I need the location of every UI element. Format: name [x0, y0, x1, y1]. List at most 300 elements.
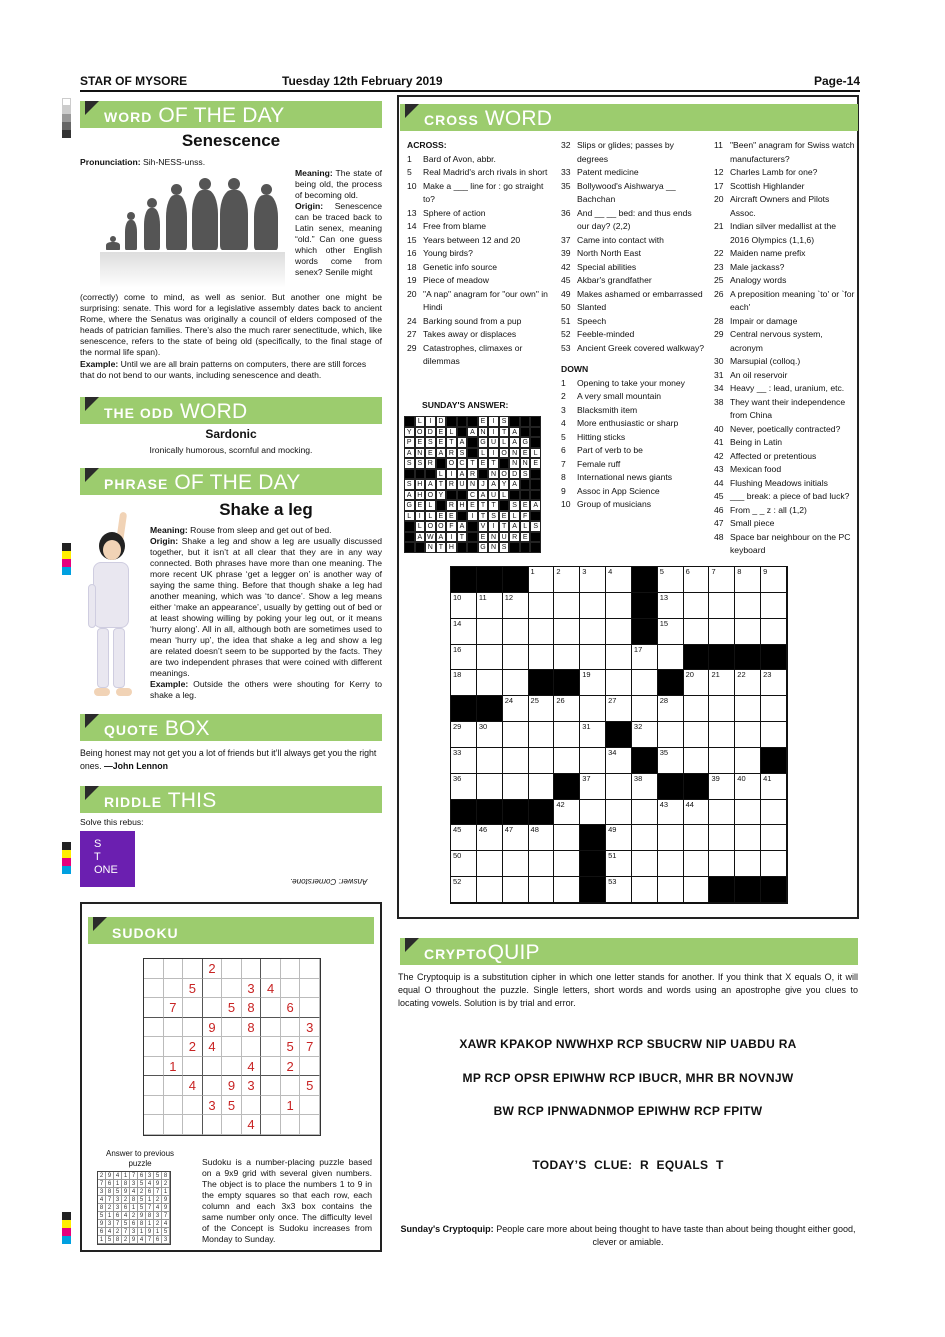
crossword-cell[interactable] [554, 851, 580, 877]
crossword-cell[interactable] [658, 851, 684, 877]
crossword-cell[interactable] [761, 825, 787, 851]
crossword-cell[interactable] [684, 825, 710, 851]
sudoku-cell[interactable]: 7 [300, 1037, 320, 1057]
sudoku-grid[interactable] [143, 958, 321, 1136]
odd-word: Sardonic [205, 427, 257, 441]
sunday-answer-cell: T [467, 458, 478, 469]
crossword-cell[interactable] [658, 722, 684, 748]
crossword-cell[interactable] [709, 748, 735, 774]
crossword-cell[interactable] [503, 748, 529, 774]
sunday-answer-cell: P [404, 437, 415, 448]
crossword-cell[interactable] [606, 696, 632, 722]
crossword-cell[interactable] [529, 567, 555, 593]
crossword-cell[interactable] [606, 774, 632, 800]
crossword-cell[interactable] [735, 800, 761, 826]
crossword-cell[interactable] [477, 593, 503, 619]
crossword-cell[interactable] [658, 696, 684, 722]
sudoku-cell[interactable] [261, 1096, 281, 1116]
sudoku-cell[interactable] [261, 1115, 281, 1135]
sudoku-cell[interactable] [261, 1076, 281, 1096]
sudoku-cell[interactable] [144, 1018, 164, 1038]
crossword-cell[interactable] [684, 851, 710, 877]
odd-word-definition: Ironically humorous, scornful and mocking. [149, 445, 313, 455]
sudoku-cell[interactable] [164, 1037, 184, 1057]
crossword-cell[interactable] [529, 877, 555, 903]
sudoku-answer-cell: 7 [154, 1188, 162, 1196]
sudoku-cell[interactable]: 9 [222, 1076, 242, 1096]
crossword-cell[interactable] [606, 877, 632, 903]
crossword-cell[interactable] [554, 645, 580, 671]
clue-text: Slips or glides; passes by degrees [577, 140, 674, 164]
sudoku-cell[interactable] [300, 979, 320, 999]
clue-number: 7 [561, 458, 566, 469]
sudoku-cell[interactable] [183, 1096, 203, 1116]
cell-number: 43 [659, 799, 669, 809]
sudoku-cell[interactable]: 4 [183, 1076, 203, 1096]
crossword-cell[interactable] [606, 593, 632, 619]
sunday-answer-cell: S [499, 416, 510, 427]
sudoku-cell[interactable] [203, 1057, 223, 1077]
crossword-cell[interactable] [503, 696, 529, 722]
crossword-cell[interactable] [554, 825, 580, 851]
sudoku-cell[interactable] [144, 998, 164, 1018]
clue-item [714, 369, 856, 383]
crossword-cell[interactable] [606, 670, 632, 696]
sunday-answer-cell: F [446, 521, 457, 532]
crossword-cell[interactable] [580, 619, 606, 645]
sudoku-cell[interactable] [281, 1076, 301, 1096]
sudoku-cell[interactable]: 2 [183, 1037, 203, 1057]
sudoku-cell[interactable]: 3 [242, 1076, 262, 1096]
crossword-cell[interactable] [658, 825, 684, 851]
crossword-cell[interactable] [658, 619, 684, 645]
sudoku-cell[interactable] [203, 998, 223, 1018]
clue-item [714, 288, 856, 315]
crossword-cell[interactable] [529, 748, 555, 774]
crossword-cell[interactable] [503, 593, 529, 619]
sudoku-cell[interactable]: 7 [164, 998, 184, 1018]
sudoku-cell[interactable] [164, 1076, 184, 1096]
crossword-cell[interactable] [554, 877, 580, 903]
sudoku-cell[interactable]: 5 [222, 998, 242, 1018]
clue-text: North North East [577, 248, 641, 258]
crossword-cell[interactable] [761, 722, 787, 748]
sudoku-answer-label: Answer to previous puzzle [105, 1149, 175, 1168]
crossword-cell[interactable] [503, 877, 529, 903]
crossword-cell[interactable] [709, 619, 735, 645]
sudoku-cell[interactable]: 8 [242, 1018, 262, 1038]
crossword-cell[interactable] [451, 670, 477, 696]
crossword-cell[interactable] [529, 825, 555, 851]
crossword-cell[interactable] [503, 670, 529, 696]
sudoku-cell[interactable]: 3 [242, 979, 262, 999]
crossword-cell[interactable] [606, 619, 632, 645]
crossword-cell[interactable] [658, 748, 684, 774]
color-strip [62, 98, 71, 138]
sudoku-cell[interactable] [300, 1096, 320, 1116]
sudoku-cell[interactable]: 5 [222, 1096, 242, 1116]
sudoku-cell[interactable] [183, 959, 203, 979]
crossword-cell[interactable] [554, 800, 580, 826]
sudoku-answer-cell: 3 [154, 1212, 162, 1220]
sunday-answer-cell: I [415, 511, 426, 522]
crossword-cell[interactable] [477, 722, 503, 748]
crossword-cell[interactable] [580, 696, 606, 722]
crossword-cell[interactable] [606, 748, 632, 774]
clue-text: Male jackass? [730, 261, 785, 272]
sudoku-title-bar [88, 917, 374, 944]
crossword-cell[interactable] [503, 619, 529, 645]
crossword-cell[interactable] [761, 696, 787, 722]
sudoku-cell[interactable] [242, 1037, 262, 1057]
sunday-cryptoquip: Sunday's Cryptoquip: People care more about being thought to have taste than about being thought either good, clever or amiable. [400, 1224, 856, 1247]
crossword-cell[interactable] [632, 696, 658, 722]
cell-number: 22 [737, 670, 746, 680]
sunday-answer-cell: H [415, 479, 426, 490]
crossword-cell[interactable] [735, 593, 761, 619]
clue-number: 27 [407, 329, 417, 339]
crossword-cell[interactable] [735, 696, 761, 722]
crossword-cell[interactable] [529, 774, 555, 800]
clue-text: Indian silver medallist at the 2016 Olympics (1,1,6) [730, 221, 837, 245]
crossword-cell[interactable] [684, 696, 710, 722]
crossword-cell[interactable] [684, 877, 710, 903]
sudoku-cell[interactable] [261, 1037, 281, 1057]
sudoku-answer-cell: 8 [114, 1236, 122, 1244]
sudoku-cell[interactable] [144, 1057, 164, 1077]
crossword-cell[interactable] [761, 593, 787, 619]
sudoku-cell[interactable]: 5 [300, 1076, 320, 1096]
sudoku-cell[interactable] [242, 959, 262, 979]
crossword-cell[interactable] [709, 851, 735, 877]
crossword-cell[interactable] [761, 851, 787, 877]
clue-item [407, 207, 555, 221]
sudoku-answer-cell: 2 [162, 1180, 170, 1188]
clue-text: Years between 12 and 20 [423, 234, 521, 245]
clue-text: Genetic info source [423, 261, 498, 272]
crossword-cell[interactable] [606, 567, 632, 593]
page-number: Page-14 [813, 74, 860, 88]
crossword-cell[interactable] [580, 774, 606, 800]
crossword-cell[interactable] [761, 567, 787, 593]
crossword-cell[interactable] [580, 593, 606, 619]
sudoku-cell[interactable]: 5 [183, 979, 203, 999]
crossword-cell[interactable] [709, 696, 735, 722]
sudoku-cell[interactable] [222, 979, 242, 999]
crossword-cell[interactable] [684, 619, 710, 645]
crossword-cell[interactable] [529, 696, 555, 722]
crossword-cell[interactable] [709, 774, 735, 800]
sudoku-answer-cell: 6 [138, 1172, 146, 1180]
sudoku-cell[interactable] [300, 959, 320, 979]
crossword-cell[interactable] [580, 645, 606, 671]
crossword-cell[interactable] [503, 774, 529, 800]
sudoku-cell[interactable] [144, 979, 164, 999]
crossword-cell[interactable] [735, 748, 761, 774]
clue-number: 16 [407, 248, 417, 258]
sudoku-answer-cell: 4 [162, 1220, 170, 1228]
sudoku-answer-cell: 3 [130, 1180, 138, 1188]
sudoku-cell[interactable]: 1 [164, 1057, 184, 1077]
sunday-answer-cell: A [509, 437, 520, 448]
crossword-cell[interactable] [477, 825, 503, 851]
crossword-cell[interactable] [735, 774, 761, 800]
crossword-cell[interactable] [658, 645, 684, 671]
sudoku-cell[interactable]: 5 [281, 1037, 301, 1057]
sunday-answer-cell: W [427, 533, 434, 541]
sudoku-cell[interactable] [222, 1057, 242, 1077]
crossword-cell[interactable] [477, 877, 503, 903]
crossword-cell[interactable] [709, 800, 735, 826]
sudoku-cell[interactable]: 6 [281, 998, 301, 1018]
crossword-cell[interactable] [684, 800, 710, 826]
sudoku-answer-cell: 2 [138, 1188, 146, 1196]
sudoku-cell[interactable]: 2 [281, 1057, 301, 1077]
crossword-cell[interactable] [477, 851, 503, 877]
crossword-cell[interactable] [451, 774, 477, 800]
cell-number: 18 [453, 670, 462, 680]
crossword-cell[interactable] [632, 877, 658, 903]
crossword-cell[interactable] [580, 748, 606, 774]
sudoku-cell[interactable] [281, 959, 301, 979]
sudoku-cell[interactable] [144, 1037, 164, 1057]
rebus-box [80, 831, 135, 887]
clue-item [714, 396, 856, 423]
sudoku-cell[interactable] [183, 1018, 203, 1038]
sudoku-cell[interactable] [281, 1115, 301, 1135]
sunday-answer-cell: S [425, 437, 436, 448]
crossword-cell[interactable] [684, 670, 710, 696]
crossword-cell[interactable] [735, 825, 761, 851]
sunday-answer-cell: O [425, 521, 436, 532]
sudoku-cell[interactable]: 4 [261, 979, 281, 999]
crossword-cell[interactable] [684, 722, 710, 748]
crossword-cell[interactable] [606, 825, 632, 851]
crossword-cell[interactable] [761, 670, 787, 696]
sunday-answer-cell: E [520, 532, 531, 543]
sunday-answer-cell: L [436, 469, 447, 480]
sudoku-cell[interactable]: 8 [242, 998, 262, 1018]
sudoku-cell[interactable] [300, 1057, 320, 1077]
crossword-cell[interactable] [684, 748, 710, 774]
section-title: RIDDLE THIS [104, 789, 217, 812]
crossword-cell[interactable] [684, 567, 710, 593]
sudoku-cell[interactable] [281, 1018, 301, 1038]
crossword-cell[interactable] [709, 825, 735, 851]
sudoku-cell[interactable] [300, 1115, 320, 1135]
sudoku-cell[interactable] [281, 979, 301, 999]
sudoku-cell[interactable] [144, 1076, 164, 1096]
sudoku-cell[interactable] [222, 1037, 242, 1057]
crossword-cell[interactable] [451, 851, 477, 877]
sudoku-cell[interactable]: 4 [203, 1037, 223, 1057]
sudoku-answer-cell: 4 [98, 1196, 106, 1204]
clue-text: Akbar's grandfather [577, 275, 652, 285]
sudoku-answer-cell: 1 [130, 1204, 138, 1212]
crossword-cell[interactable] [735, 670, 761, 696]
crossword-cell[interactable] [554, 722, 580, 748]
crossword-cell[interactable] [735, 722, 761, 748]
sunday-answer-cell: E [478, 458, 489, 469]
crossword-cell[interactable] [529, 851, 555, 877]
crossword-cell[interactable] [580, 722, 606, 748]
crossword-cell[interactable] [632, 722, 658, 748]
crossword-cell[interactable] [735, 619, 761, 645]
crossword-cell[interactable] [709, 593, 735, 619]
crossword-cell[interactable] [632, 670, 658, 696]
crossword-cell[interactable] [503, 851, 529, 877]
crossword-cell[interactable] [554, 593, 580, 619]
sudoku-cell[interactable] [183, 1057, 203, 1077]
clue-text: More enthusiastic or sharp [577, 418, 679, 428]
clue-number: 6 [561, 445, 566, 455]
crossword-cell[interactable] [451, 619, 477, 645]
crossword-cell[interactable] [529, 645, 555, 671]
crossword-cell[interactable] [632, 851, 658, 877]
crossword-cell[interactable] [606, 800, 632, 826]
crossword-cell[interactable] [503, 645, 529, 671]
sudoku-cell[interactable]: 3 [203, 1096, 223, 1116]
crossword-cell[interactable] [451, 748, 477, 774]
sunday-answer-cell: U [488, 437, 499, 448]
crossword-cell[interactable] [529, 593, 555, 619]
sudoku-cell[interactable] [164, 1096, 184, 1116]
clue-text: Central nervous system, acronym [730, 329, 823, 353]
sudoku-cell[interactable] [203, 1076, 223, 1096]
sudoku-cell[interactable]: 4 [242, 1057, 262, 1077]
section-title: WORD OF THE DAY [104, 104, 285, 127]
crossword-cell[interactable] [477, 645, 503, 671]
sudoku-cell[interactable]: 9 [203, 1018, 223, 1038]
sunday-answer-cell: E [499, 511, 510, 522]
crossword-cell[interactable] [477, 670, 503, 696]
crossword-cell[interactable] [735, 851, 761, 877]
crossword-cell[interactable] [451, 593, 477, 619]
crossword-cell[interactable] [451, 877, 477, 903]
crossword-cell[interactable] [451, 722, 477, 748]
crossword-grid[interactable] [450, 566, 788, 904]
clue-text: Catastrophes, climaxes or dilemmas [423, 342, 523, 366]
cell-number: 37 [582, 773, 591, 783]
sudoku-cell[interactable] [144, 959, 164, 979]
sunday-answer-cell [530, 416, 541, 427]
sudoku-cell[interactable] [222, 1018, 242, 1038]
sudoku-cell[interactable] [261, 998, 281, 1018]
sunday-answer-cell: I [488, 416, 499, 427]
sudoku-cell[interactable] [164, 1018, 184, 1038]
crossword-cell[interactable] [529, 722, 555, 748]
crossword-cell[interactable] [580, 670, 606, 696]
crossword-cell[interactable] [761, 800, 787, 826]
sudoku-cell[interactable] [164, 959, 184, 979]
crossword-cell[interactable] [554, 567, 580, 593]
crossword-cell[interactable] [529, 619, 555, 645]
cell-number: 1 [530, 567, 535, 576]
clue-text: And __ __ bed: and thus ends our day? (2,2) [577, 207, 692, 231]
corner-triangle [85, 397, 99, 411]
sudoku-cell[interactable] [183, 998, 203, 1018]
sunday-answer-cell [530, 437, 541, 448]
crossword-cell[interactable] [477, 774, 503, 800]
sudoku-cell[interactable] [144, 1096, 164, 1116]
sunday-answer-cell: E [436, 511, 447, 522]
crossword-cell[interactable] [709, 670, 735, 696]
crossword-cell[interactable] [658, 877, 684, 903]
crossword-cell[interactable] [451, 825, 477, 851]
sunday-answer-cell: N [509, 448, 520, 459]
crossword-cell[interactable] [580, 567, 606, 593]
crossword-cell[interactable] [709, 567, 735, 593]
crossword-cell[interactable] [735, 567, 761, 593]
crossword-cell[interactable] [632, 825, 658, 851]
clue-number: 23 [714, 261, 724, 272]
sudoku-cell[interactable]: 2 [203, 959, 223, 979]
clue-text: Feeble-minded [577, 329, 635, 339]
crossword-cell[interactable] [658, 567, 684, 593]
sudoku-cell[interactable] [203, 1115, 223, 1135]
sudoku-cell[interactable]: 4 [242, 1115, 262, 1135]
crossword-cell[interactable] [632, 645, 658, 671]
crossword-cell[interactable] [554, 748, 580, 774]
crossword-cell[interactable] [554, 619, 580, 645]
crossword-cell[interactable] [709, 722, 735, 748]
sudoku-cell[interactable] [183, 1115, 203, 1135]
cell-number: 41 [763, 773, 772, 783]
sudoku-cell[interactable] [261, 1057, 281, 1077]
sudoku-cell[interactable] [261, 959, 281, 979]
crossword-cell[interactable] [606, 851, 632, 877]
clue-number: 24 [407, 315, 417, 326]
clue-number: 10 [561, 499, 571, 509]
crossword-cell[interactable] [761, 774, 787, 800]
sunday-answer-cell [499, 500, 510, 511]
crossword-cell[interactable] [503, 722, 529, 748]
sudoku-cell[interactable] [222, 1115, 242, 1135]
sudoku-cell[interactable] [261, 1018, 281, 1038]
crossword-cell[interactable] [632, 800, 658, 826]
sudoku-cell[interactable] [144, 1115, 164, 1135]
sudoku-cell[interactable]: 1 [281, 1096, 301, 1116]
crossword-cell[interactable] [554, 696, 580, 722]
sudoku-cell[interactable] [300, 998, 320, 1018]
sunday-answer-cell: S [404, 479, 415, 490]
crossword-cell[interactable] [658, 593, 684, 619]
sudoku-cell[interactable] [164, 979, 184, 999]
crossword-cell[interactable] [477, 748, 503, 774]
crossword-cell[interactable] [503, 825, 529, 851]
crossword-cell[interactable] [477, 619, 503, 645]
crossword-cell[interactable] [684, 593, 710, 619]
sudoku-answer-cell: 6 [114, 1212, 122, 1220]
sudoku-cell[interactable]: 3 [300, 1018, 320, 1038]
crossword-cell[interactable] [606, 645, 632, 671]
sudoku-cell[interactable] [203, 979, 223, 999]
clue-number: 29 [714, 329, 724, 339]
crossword-cell[interactable] [580, 800, 606, 826]
crossword-cell[interactable] [451, 645, 477, 671]
down-label: DOWN [561, 364, 589, 374]
clue-number: 34 [714, 383, 724, 393]
sudoku-cell[interactable] [242, 1096, 262, 1116]
sudoku-cell[interactable] [222, 959, 242, 979]
sunday-answer-cell: S [499, 542, 510, 553]
sunday-answer-cell: O [415, 427, 426, 438]
crossword-cell[interactable] [658, 800, 684, 826]
crossword-cell[interactable] [761, 619, 787, 645]
across-clues-col2 [561, 139, 706, 512]
crossword-cell[interactable] [632, 774, 658, 800]
sudoku-cell[interactable] [164, 1115, 184, 1135]
